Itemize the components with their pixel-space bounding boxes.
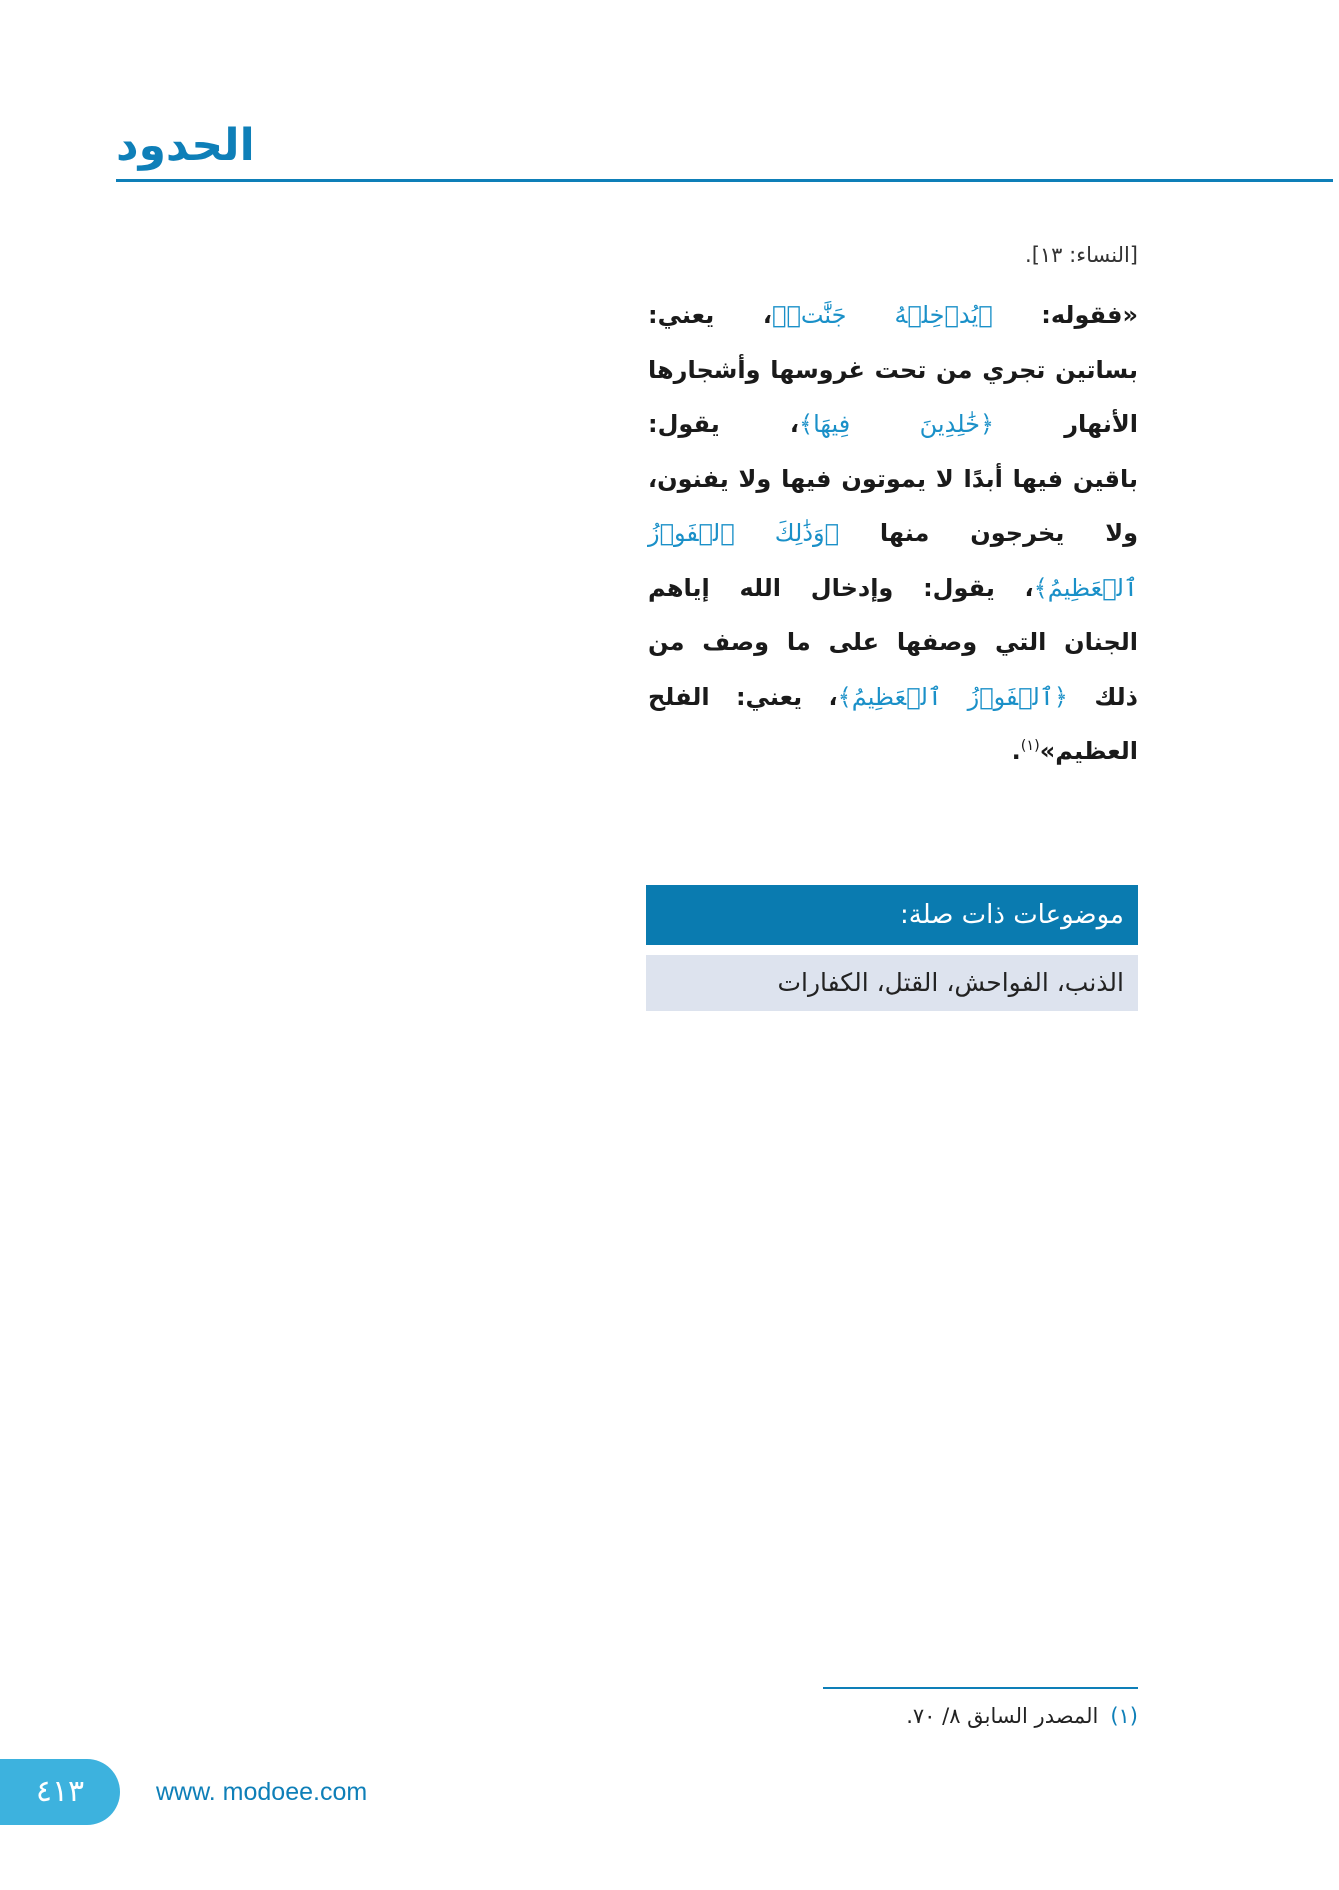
quran-verse: ﴿وَذَٰلِكَ ٱلۡفَوۡزُ [648, 519, 840, 547]
body-text-segment: ، يقول: وإدخال الله إياهم [648, 573, 1034, 602]
body-text-segment: الجنان التي وصفها على ما وصف من [648, 628, 1138, 656]
body-line [648, 561, 1138, 616]
body-text-segment: بساتين تجري من تحت غروسها وأشجارها [648, 355, 1138, 384]
related-topics-heading: موضوعات ذات صلة: [646, 885, 1138, 945]
header-divider [116, 179, 1333, 182]
chapter-title: الحدود [116, 120, 255, 171]
body-line [648, 670, 1138, 725]
body-text-segment: ذلك [1067, 682, 1138, 711]
footnote-reference: (١) [1020, 738, 1040, 754]
body-line [648, 615, 1138, 670]
body-line [648, 343, 1138, 398]
quran-verse: ﴿يُدۡخِلۡهُ جَنَّٰتٖ﴾ [772, 301, 993, 329]
website-url: www. modoee.com [156, 1778, 368, 1806]
body-text-segment: ، يعني: [648, 301, 773, 329]
body-line [648, 452, 1138, 507]
quran-verse: ﴿خَٰلِدِينَ فِيهَا﴾ [799, 410, 995, 438]
footnote-text: المصدر السابق ٨/ ٧٠. [906, 1704, 1099, 1728]
body-text-segment: «فقوله: [992, 301, 1138, 329]
body-text-segment: ، يعني: الفلح [648, 682, 838, 711]
footnote-divider [823, 1687, 1138, 1689]
footnote-marker: (١) [1110, 1704, 1138, 1728]
body-text-segment: الأنهار [994, 410, 1139, 438]
body-line [648, 506, 1138, 561]
verse-citation: [النساء: ١٣]. [1025, 243, 1138, 267]
related-topics-list: الذنب، الفواحش، القتل، الكفارات [646, 955, 1138, 1011]
quran-verse: ٱلۡعَظِيمُ﴾ [1033, 573, 1138, 602]
footnote [906, 1701, 1138, 1731]
related-topics-box [646, 885, 1138, 1011]
body-text-segment: ، يقول: [648, 410, 800, 438]
body-line [648, 288, 1138, 343]
quran-verse: ﴿ٱلۡفَوۡزُ ٱلۡعَظِيمُ﴾ [837, 682, 1068, 711]
body-text-segment: باقين فيها أبدًا لا يموتون فيها ولا يفنون، [648, 464, 1138, 493]
body-text [648, 288, 1138, 779]
page-number-badge: ٤١٣ [0, 1759, 120, 1825]
body-line [648, 724, 1138, 779]
body-line [648, 397, 1138, 452]
body-text-segment: العظيم» [1039, 737, 1138, 765]
body-text-segment: ولا يخرجون منها [839, 519, 1138, 547]
body-text-segment: . [1011, 737, 1021, 765]
